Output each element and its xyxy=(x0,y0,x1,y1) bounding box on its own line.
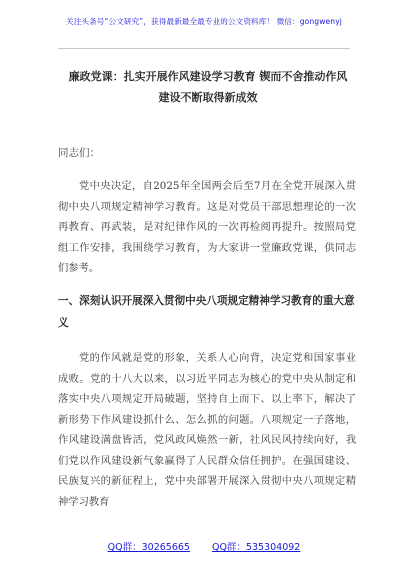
salutation: 同志们： xyxy=(58,147,100,159)
document-title-line-1: 廉政党课：扎实开展作风建设学习教育 锲而不舍推动作风 xyxy=(68,70,348,83)
header-banner[interactable]: 关注头条号“公文研究”，获得最新最全最专业的公文资料库！ 微信：gongwenyj xyxy=(66,17,342,26)
body-paragraph-2: 党的作风就是党的形象，关系人心向背，决定党和国家事业成败。党的十八大以来，以习近平同志为核心的党中央从制定和落实中央八项规定开局破题，坚持自上而下、以上率下，解决了新形势下作风建设抓什么、怎么抓的问题。八项规定一子落地，作风建设满盘皆活，党风政风焕然一新，社风民风持续向好，我们党以作风建设新气象赢得了人民群众信任拥护。在强国建设、民族复兴的新征程上，党中央部署开展深入贯彻中央八项规定精神学习教育 xyxy=(58,352,356,508)
document-title-line-2: 建设不断取得新成效 xyxy=(158,91,258,104)
footer-qq-group-2[interactable]: QQ群：535304092 xyxy=(211,542,301,553)
section-heading-1: 一、深刻认识开展深入贯彻中央八项规定精神学习教育的重大意义 xyxy=(58,295,355,329)
header-divider xyxy=(58,48,350,49)
body-paragraph-1: 党中央决定，自2025年全国两会后至7月在全党开展深入贯彻中央八项规定精神学习教育。这是对党员干部思想理论的一次再教育、再武装，是对纪律作风的一次再检阅再提升。按照局党组工作安排，我围绕学习教育，为大家讲一堂廉政党课，供同志们参考。 xyxy=(58,180,356,274)
footer-qq-groups xyxy=(0,539,408,553)
document-title xyxy=(60,66,356,108)
footer-qq-group-1[interactable]: QQ群：30265665 xyxy=(107,542,190,553)
